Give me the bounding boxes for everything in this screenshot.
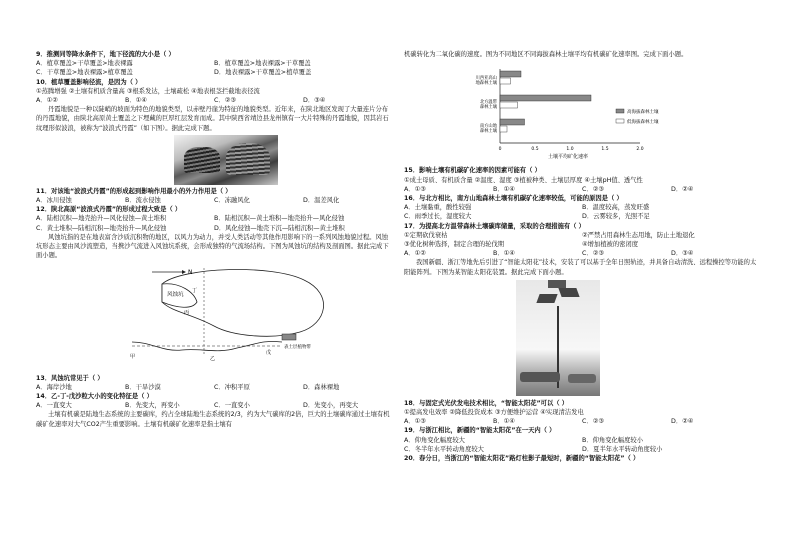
question-10-stem: 10．植草覆盖影响径流，是因为（ ） — [36, 78, 142, 86]
option-d[interactable]: D．云雾较多，光照不足 — [582, 213, 650, 221]
option-d[interactable]: D．②④ — [671, 418, 694, 426]
label-ding: 丁 — [192, 288, 198, 295]
option-a[interactable]: A．①② — [404, 250, 426, 258]
statement-3: ③优化树种选择，制定合理的轮伐期 — [404, 241, 505, 249]
question-18-statements: ①提高发电效率 ②降低投资成本 ③方便维护运营 ④实现清洁发电 — [404, 409, 584, 417]
chart-x-label: 土壤平均矿化速率 — [548, 154, 589, 161]
option-c[interactable]: C．一直变小 — [214, 402, 250, 410]
option-d[interactable]: D．③④ — [303, 97, 326, 105]
question-9-options-row1 — [36, 59, 392, 68]
question-17-options — [404, 249, 760, 258]
question-12-stem: 12．陕北高原“波浪式丹霞”的形成过程大致是（ ） — [36, 206, 182, 214]
question-11-stem: 11．对该地“波浪式丹霞”的形成起到影响作用最小的外力作用是（ ） — [36, 187, 232, 195]
question-19-options-row2 — [404, 445, 760, 454]
option-b[interactable]: B．①④ — [493, 185, 515, 193]
option-a[interactable]: A．①③ — [404, 185, 426, 193]
option-a[interactable]: A．仰角变化幅度较大 — [404, 436, 465, 444]
option-b[interactable]: B．①④ — [493, 418, 515, 426]
option-b[interactable]: B．①④ — [125, 97, 147, 105]
option-d[interactable]: D．风化侵蚀—地壳下沉—陆相沉积—黄土堆积 — [214, 224, 345, 232]
question-20-stem: 20．春分日，当浙江的“智能太阳花”路灯柱影子最短时，新疆的“智能太阳花”（ ） — [404, 455, 640, 463]
bar-low-altitude — [500, 126, 507, 132]
question-18-stem: 18．与固定式光伏发电技术相比，“智能太阳花”可以（ ） — [404, 399, 569, 407]
option-c[interactable]: C．冬半年水平转动角度较大 — [404, 445, 484, 453]
option-a[interactable]: A．海岸沙地 — [36, 383, 72, 391]
option-c[interactable]: C．②③ — [582, 185, 604, 193]
solar-panel-left — [536, 294, 557, 303]
pit-label: 风蚀坑 — [167, 292, 184, 299]
chart-x-tick: 1.0 — [566, 147, 574, 153]
question-17-statements-row2 — [404, 240, 760, 249]
option-c[interactable]: C．②③ — [582, 418, 604, 426]
question-15-stem: 15．影响土壤有机碳矿化速率的因素可能有（ ） — [404, 167, 541, 175]
question-11-options — [36, 196, 392, 205]
option-b[interactable]: B．先变大，再变小 — [125, 402, 180, 410]
option-b[interactable]: B．流水侵蚀 — [125, 197, 161, 205]
passage-danxia: 丹霞地貌是一种以陡峭的坡面为特色的地貌类型，以赤壁丹崖为特征的地貌类型。近年来，在陕北地区发现了大量连片分布的丹霞地貌，由陕北高原黄土覆盖之下埋藏的巨厚红层发育而成。其中陕西省靖边县龙州镇有一大片特殊的丹霞地貌，因其岩石纹理形似波浪，被称为“波浪式丹霞”（如下图）。据此完成下题。 — [36, 106, 389, 132]
option-c[interactable]: C．雨季过长，湿度较大 — [404, 213, 472, 221]
car-shape — [520, 372, 560, 382]
question-14-stem: 14．乙-丁-戊沙粒大小的变化特征是（ ） — [36, 393, 153, 401]
chart-category-label: 南方山地森林土壤 — [479, 124, 497, 135]
question-17-statements-row1 — [404, 231, 760, 240]
left-column — [36, 50, 392, 429]
option-a[interactable]: A．①③ — [404, 418, 426, 426]
option-a[interactable]: A．①② — [36, 97, 58, 105]
legend-swatch-low — [616, 119, 624, 123]
option-d[interactable]: D．地表裸露>干草覆盖>植草覆盖 — [214, 69, 312, 77]
question-17-stem: 17．为提高北方温带森林土壤碳库储量，采取的合理措施有（ ） — [404, 222, 585, 230]
question-12-options-row2 — [36, 224, 392, 233]
north-arrow-head — [182, 270, 186, 274]
chart-x-tick: 0.5 — [531, 147, 539, 153]
question-13-options — [36, 383, 392, 392]
legend-swatch-high — [616, 109, 624, 113]
passage-smart-sunflower: 我国新疆、浙江等地先后引进了“智能太阳花”技术，安装了可以基于全年日照轨迹，并具备自动清洗、远程操控等功能的太阳能阵列。下图为某智能太阳花装置。据此完成下面小题。 — [404, 259, 757, 276]
option-c[interactable]: C．冻融风化 — [214, 197, 250, 205]
option-a[interactable]: A．陆相沉积—地壳抬升—风化侵蚀—黄土堆积 — [36, 215, 167, 223]
option-b[interactable]: B．干旱沙漠 — [125, 383, 161, 391]
question-15-statements: ①成土母质、有机质含量 ②温度、湿度 ③植被种类、土壤层厚度 ④土壤pH值、透气性 — [404, 176, 643, 184]
chart-x-tick: 0 — [498, 147, 502, 153]
question-19-stem: 19．与浙江相比，新疆的“智能太阳花”在一天内（ ） — [404, 427, 556, 435]
question-15-options — [404, 185, 760, 194]
option-d[interactable]: D．夏半年水平转动角度较小 — [582, 445, 663, 453]
question-10-options — [36, 96, 392, 105]
label-bing: 丙 — [184, 310, 190, 317]
passage-soil-carbon: 土壤有机碳是陆地生态系统的主要碳库，约占全球陆地生态系统的2/3，约为大气碳库的2倍，巨大的土壤碳库通过土壤有机碳矿化速率对大气CO2产生重要影响。土壤有机碳矿化速率是指土壤有 — [36, 411, 390, 428]
label-wu: 戊 — [266, 350, 272, 357]
statement-2: ②严禁占用森林生态用地，防止土地退化 — [582, 231, 695, 239]
option-b[interactable]: B．仰角变化幅度较小 — [582, 436, 643, 444]
solar-panel-top — [548, 280, 566, 288]
car-shape — [568, 374, 596, 383]
option-c[interactable]: C．②③ — [582, 250, 604, 258]
option-a[interactable]: A．土壤黏重，酸性较强 — [404, 204, 472, 212]
option-a[interactable]: A．植草覆盖>干草覆盖>地表裸露 — [36, 60, 133, 68]
option-c[interactable]: C．②③ — [214, 97, 236, 105]
blowout-structure-diagram — [122, 262, 342, 368]
chart-category-label: 川西亚高山地森林土壤 — [475, 76, 497, 87]
label-jia: 甲 — [130, 354, 136, 361]
option-a[interactable]: A．一直变大 — [36, 402, 72, 410]
option-d[interactable]: D．温差风化 — [303, 197, 340, 205]
legend-label-high: 高海拔森林土壤 — [627, 110, 659, 116]
option-d[interactable]: D．森林裸地 — [303, 383, 340, 391]
question-12-options-row1 — [36, 214, 392, 223]
option-d[interactable]: D．先变小，再变大 — [303, 402, 359, 410]
bar-high-altitude — [500, 95, 591, 101]
bar-low-altitude — [500, 78, 511, 84]
bar-high-altitude — [500, 71, 521, 77]
question-16-options-row2 — [404, 212, 760, 221]
label-yi: 乙 — [210, 356, 216, 363]
question-9-stem: 9．推测同等降水条件下，地下径流的大小是（ ） — [36, 51, 175, 58]
option-d[interactable]: D．②④ — [671, 185, 694, 193]
statement-1: ①定期砍伐衰枯 — [404, 231, 448, 239]
bar-low-altitude — [500, 102, 518, 108]
passage-soil-carbon-cont: 机碳转化为二氧化碳的速度。图为不同地区不同海拔森林土壤平均有机碳矿化速率图。完成下面小题。 — [404, 51, 688, 58]
passage-blowout: 风蚀坑指的是在地表富含沙质沉积物的地区，以风力为动力，并受人类活动等其他作用影响下的一系列风蚀地貌过程。风蚀坑形态主要由风沙流塑造，当携沙气流进入风蚀坑系统，会形成独特的气流场结构。下图为风蚀坑的结构及剖面图。据此完成下面小题。 — [36, 233, 389, 260]
option-d[interactable]: D．③④ — [671, 250, 694, 258]
north-label: N — [188, 269, 193, 277]
legend-label: 表土层植物带 — [284, 345, 311, 351]
option-b[interactable]: B．陆相沉积—黄土堆积—地壳抬升—风化侵蚀 — [214, 215, 345, 223]
bar-high-altitude — [500, 119, 525, 125]
legend-label-low: 低海拔森林土壤 — [627, 120, 659, 126]
option-b[interactable]: B．①④ — [493, 250, 515, 258]
solar-panel-right — [558, 288, 579, 297]
chart-category-label: 北方温带森林土壤 — [479, 100, 497, 111]
option-c[interactable]: C．黄土堆积—陆相沉积—地壳抬升—风化侵蚀 — [36, 224, 167, 232]
question-16-options-row1 — [404, 203, 760, 212]
question-10-statements: ①蒸腾增强 ②土壤有机质含量高 ③根系发达，土壤疏松 ④地表根茎拦截地表径流 — [36, 87, 260, 95]
chart-x-tick: 1.5 — [601, 147, 609, 153]
legend-swatch — [282, 334, 296, 340]
question-13-stem: 13．风蚀坑常见于（ ） — [36, 374, 104, 382]
option-b[interactable]: B．植草覆盖>地表裸露>干草覆盖 — [214, 60, 311, 68]
danxia-landform-photo — [174, 135, 278, 185]
option-a[interactable]: A．冰川侵蚀 — [36, 197, 72, 205]
chart-x-tick: 2.0 — [636, 147, 644, 153]
option-b[interactable]: B．温度较高，蒸发旺盛 — [582, 204, 650, 212]
question-19-options-row1 — [404, 436, 760, 445]
question-18-options — [404, 417, 760, 426]
right-column — [404, 50, 760, 463]
statement-4: ④增加植被的密闭度 — [582, 241, 639, 249]
option-c[interactable]: C．冲积平原 — [214, 383, 250, 391]
question-9-options-row2 — [36, 68, 392, 77]
smart-sunflower-photo — [516, 280, 600, 396]
soil-mineralization-chart — [440, 61, 680, 161]
question-14-options — [36, 401, 392, 410]
option-c[interactable]: C．干草覆盖>地表裸露>植草覆盖 — [36, 69, 133, 77]
question-16-stem: 16．与北方相比，南方山地森林土壤有机碳矿化速率较低，可能的原因是（ ） — [404, 195, 623, 203]
